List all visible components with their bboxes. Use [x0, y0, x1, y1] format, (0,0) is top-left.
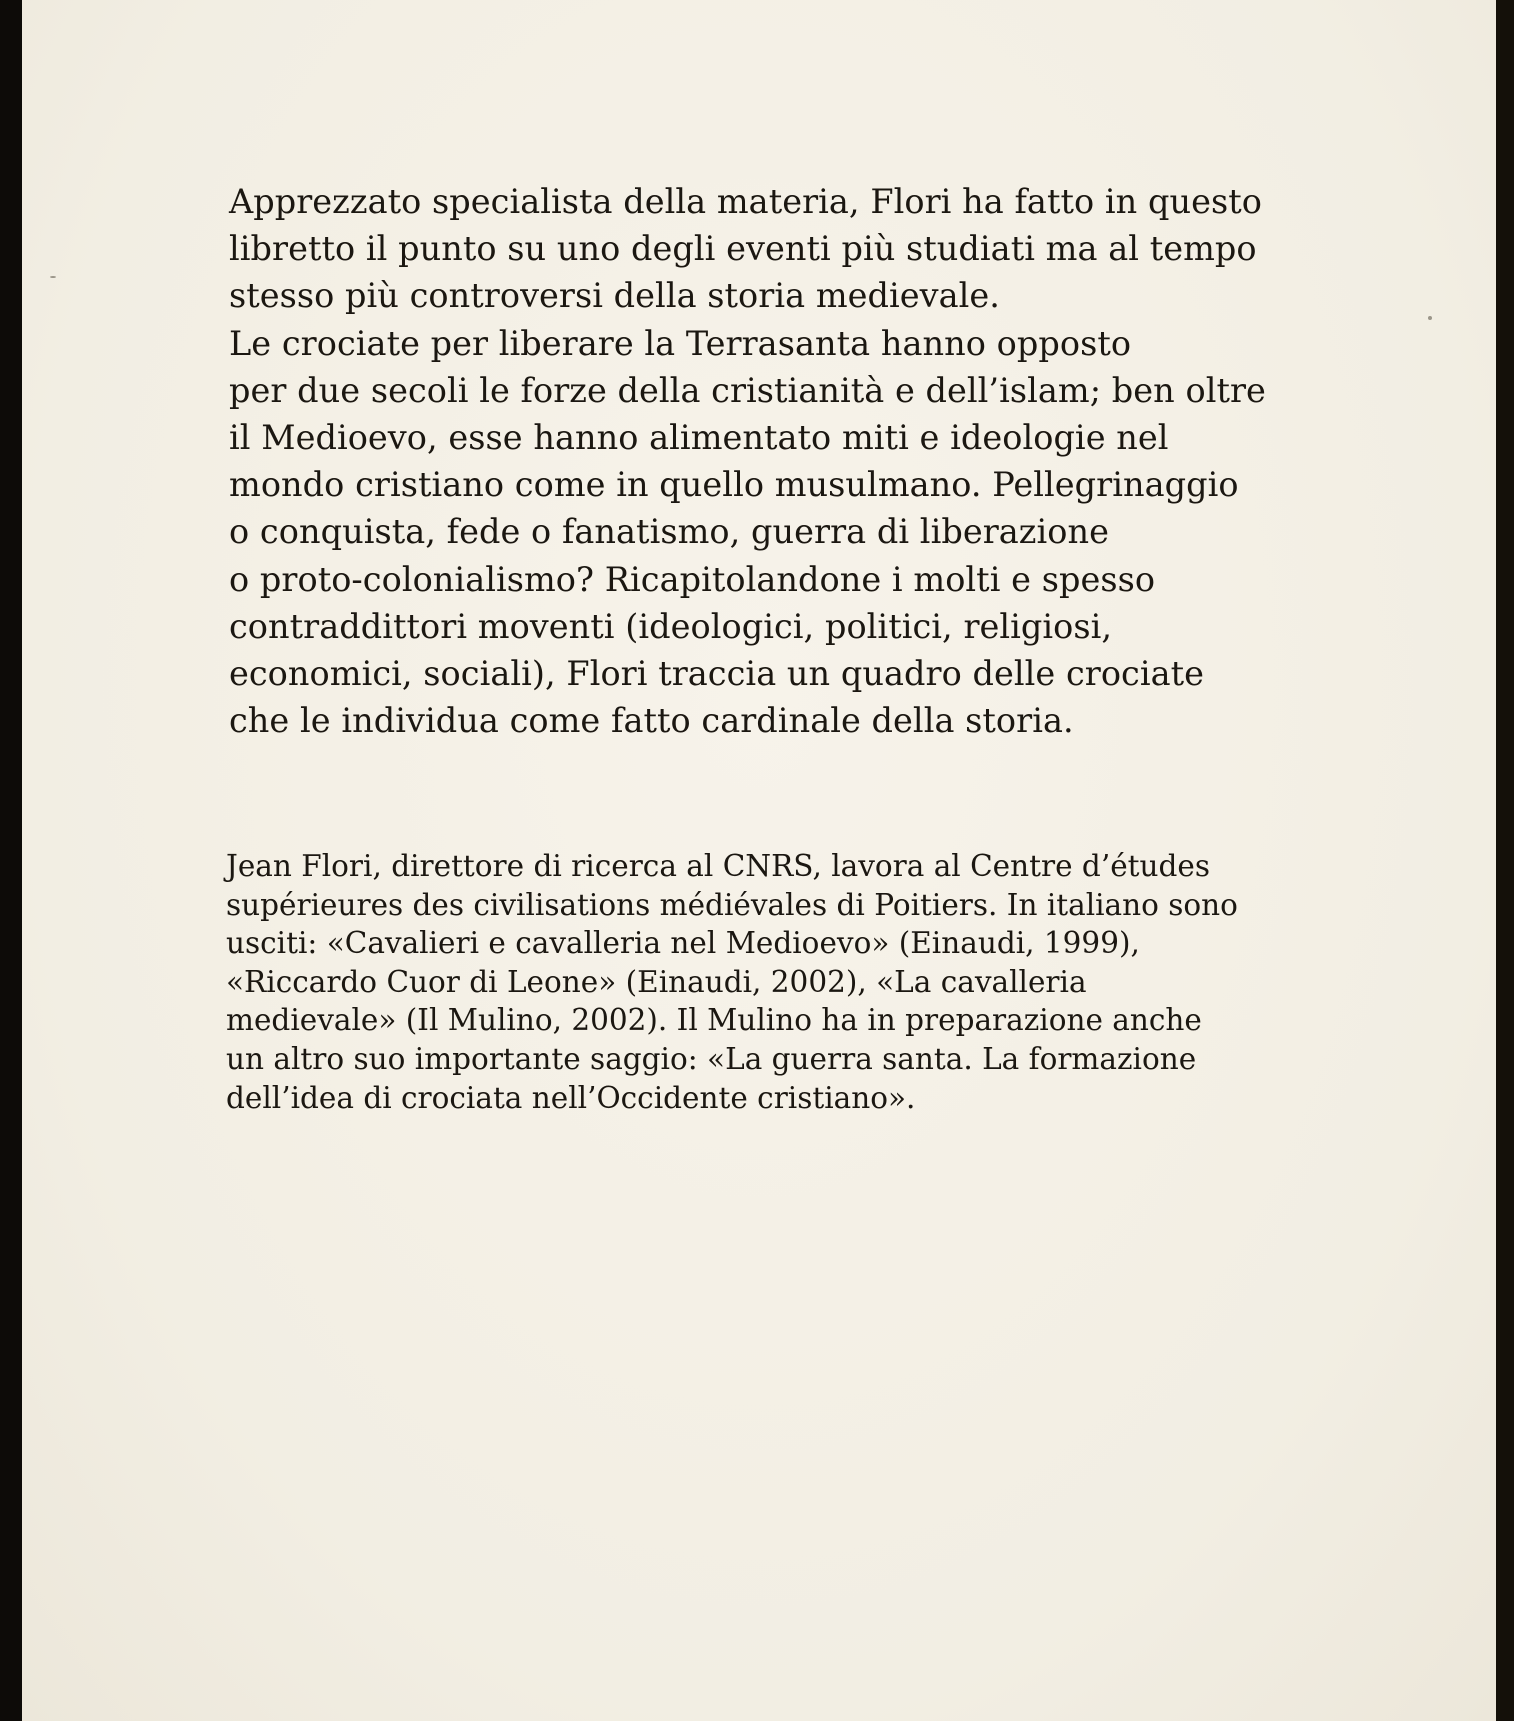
bio-line: supérieures des civilisations médiévales di Poitiers. In italiano sono: [226, 887, 1238, 922]
bio-line: Jean Flori, direttore di ricerca al CNRS, lavora al Centre d’études: [226, 849, 1210, 883]
blurb-line: per due secoli le forze della cristianità e dell’islam; ben oltre: [229, 370, 1266, 410]
bio-line: dell’idea di crociata nell’Occidente cristiano».: [226, 1080, 916, 1115]
blurb-paragraph: [229, 178, 1409, 744]
bio-line: «Riccardo Cuor di Leone» (Einaudi, 2002), «La cavalleria: [226, 964, 1087, 999]
paper-speck: [1428, 316, 1432, 320]
blurb-line: che le individua come fatto cardinale della storia.: [229, 701, 1074, 741]
blurb-line: stesso più controversi della storia medievale.: [229, 276, 1000, 316]
author-bio-paragraph: [226, 847, 1426, 1117]
blurb-line: Apprezzato specialista della materia, Flori ha fatto in questo: [229, 182, 1262, 221]
blurb-line: Le crociate per liberare la Terrasanta hanno opposto: [229, 323, 1132, 363]
blurb-line: contraddittori moventi (ideologici, politici, religiosi,: [229, 606, 1113, 646]
blurb-line: libretto il punto su uno degli eventi più studiati ma al tempo: [229, 229, 1257, 269]
bio-line: un altro suo importante saggio: «La guerra santa. La formazione: [226, 1041, 1197, 1076]
bio-line: usciti: «Cavalieri e cavalleria nel Medioevo» (Einaudi, 1999),: [226, 926, 1140, 961]
book-back-cover: [22, 0, 1496, 1721]
blurb-line: o conquista, fede o fanatismo, guerra di liberazione: [229, 512, 1109, 552]
paper-speck: [50, 276, 56, 278]
blurb-line: il Medioevo, esse hanno alimentato miti e ideologie nel: [229, 418, 1169, 458]
blurb-line: o proto-colonialismo? Ricapitolandone i molti e spesso: [229, 559, 1156, 599]
scan-dark-edge: [1496, 0, 1514, 1721]
bio-line: medievale» (Il Mulino, 2002). Il Mulino ha in preparazione anche: [226, 1003, 1202, 1038]
blurb-line: mondo cristiano come in quello musulmano. Pellegrinaggio: [229, 465, 1239, 505]
blurb-line: economici, sociali), Flori traccia un quadro delle crociate: [229, 654, 1205, 694]
